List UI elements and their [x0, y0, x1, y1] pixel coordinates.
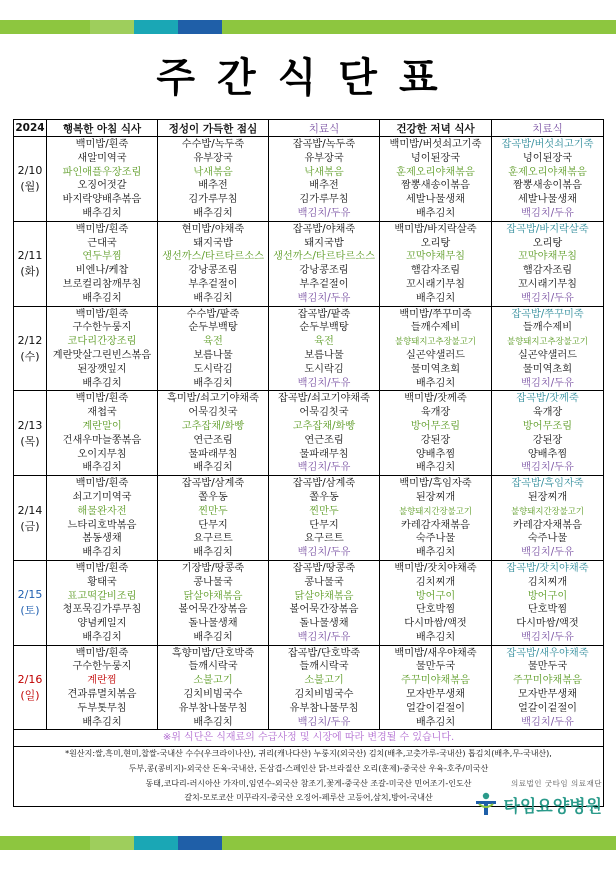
menu-item: 실곤약샐러드: [405, 349, 466, 361]
menu-item: 들깨시락국: [188, 661, 238, 673]
menu-item: 불향돼지고추장불고기: [507, 336, 588, 347]
menu-item: 김가루무침: [299, 194, 349, 206]
menu-item: 양념케일지: [77, 618, 127, 630]
meal-cell-therapy-lunch: [269, 560, 380, 645]
menu-item: 물미역초회: [410, 363, 461, 375]
menu-item: 생선까스/타르타르소스: [273, 251, 375, 263]
meal-cell-breakfast: [47, 476, 158, 561]
menu-item: 잡곡밥/흑임자죽: [511, 478, 584, 490]
menu-item: 볼어묵간장볶음: [289, 604, 359, 616]
menu-item: 백김치/두유: [297, 716, 351, 728]
meal-cell-dinner: [380, 137, 492, 222]
menu-item: 낙새볶음: [304, 166, 344, 178]
menu-item: 돌나물생채: [299, 618, 349, 630]
menu-item: 유부장국: [193, 152, 233, 164]
menu-item: 들깨수제비: [410, 322, 461, 334]
day-date-cell: [14, 560, 47, 645]
menu-item: 물만두국: [527, 661, 568, 673]
menu-item: 어묵김칫국: [299, 407, 349, 419]
menu-item: 다시마쌈/액젓: [404, 618, 467, 630]
menu-item: 요구르트: [304, 533, 344, 545]
menu-item: 배추김치: [415, 377, 456, 389]
meal-cell-therapy-dinner: [492, 476, 604, 561]
day-weekday: (목): [20, 434, 40, 448]
menu-item: 육전: [203, 336, 223, 348]
menu-day-row: [14, 137, 604, 222]
day-date: 2/13: [17, 418, 43, 432]
menu-item: 돼지국밥: [304, 237, 344, 249]
menu-item: 육개장: [532, 407, 563, 419]
menu-item: 유부장국: [304, 152, 344, 164]
menu-item: 백미밥/흰죽: [75, 562, 129, 574]
menu-item: 단무지: [198, 519, 228, 531]
menu-item: 백미밥/흰죽: [75, 223, 129, 235]
menu-item: 구수한누룽지: [72, 661, 132, 673]
day-weekday: (토): [20, 604, 40, 618]
menu-item: 양배추찜: [415, 448, 456, 460]
menu-item: 백김치/두유: [297, 547, 351, 559]
menu-item: 주꾸미야채볶음: [513, 675, 582, 687]
menu-item: 연근조림: [193, 434, 233, 446]
menu-item: 잡곡밥/잣치야채죽: [506, 562, 589, 574]
menu-item: 방어무조림: [522, 420, 573, 432]
meal-cell-dinner: [380, 391, 492, 476]
page-title: 주간식단표: [156, 55, 460, 101]
meal-cell-therapy-dinner: [492, 137, 604, 222]
bottom-color-stripe: [0, 836, 616, 850]
menu-item: 소불고기: [304, 675, 344, 687]
menu-item: 넝이된장국: [410, 152, 461, 164]
menu-day-row: [14, 645, 604, 730]
menu-item: 계란말이: [82, 420, 122, 432]
weekly-menu-table: [13, 119, 604, 807]
menu-item: 카레감자채볶음: [401, 519, 470, 531]
menu-item: 모자반무생채: [405, 689, 466, 701]
menu-item: 백김치/두유: [521, 207, 574, 219]
day-weekday: (화): [20, 265, 40, 279]
menu-item: 찐만두: [198, 505, 228, 517]
meal-cell-lunch: [158, 306, 269, 391]
meal-cell-dinner: [380, 645, 492, 730]
menu-item: 유부참나물무침: [289, 702, 359, 714]
menu-item: 물미역초회: [522, 363, 573, 375]
header-row: [14, 120, 604, 137]
menu-item: 배추김치: [415, 462, 456, 474]
menu-item: 비엔나/케찹: [75, 265, 129, 277]
meal-cell-therapy-lunch: [269, 391, 380, 476]
day-date: 2/15: [17, 588, 43, 602]
menu-item: 단무지: [309, 519, 339, 531]
menu-item: 찐만두: [309, 505, 339, 517]
day-weekday: (금): [20, 519, 40, 533]
day-date-cell: [14, 391, 47, 476]
menu-item: 콩나물국: [193, 576, 233, 588]
menu-item: 김치비빔국수: [183, 689, 243, 701]
menu-item: 닭살야채볶음: [183, 590, 243, 602]
menu-item: 꼬막야채무침: [405, 251, 466, 263]
menu-item: 불향돼지간장불고기: [399, 505, 472, 516]
menu-item: 고추잡채/화빵: [292, 420, 356, 432]
menu-day-row: [14, 560, 604, 645]
menu-item: 백김치/두유: [297, 207, 351, 219]
menu-item: 잡곡밥/버섯쇠고기죽: [501, 139, 594, 150]
menu-item: 배추김치: [82, 377, 122, 389]
menu-item: 백미밥/잣께죽: [404, 393, 467, 405]
menu-item: 배추김치: [193, 631, 233, 643]
menu-item: 근대국: [87, 237, 117, 249]
menu-item: 짬뽕새송이볶음: [513, 180, 582, 192]
menu-item: 배추김치: [82, 631, 122, 643]
menu-item: 백김치/두유: [521, 292, 574, 304]
menu-item: 백미밥/흰죽: [75, 478, 129, 490]
menu-item: 강된장: [532, 434, 563, 446]
top-color-stripe: [0, 20, 616, 34]
menu-item: 느타리호박볶음: [67, 519, 137, 531]
menu-item: 훈제오리야채볶음: [508, 166, 587, 178]
header-lunch: 정성이 가득한 점심: [158, 120, 269, 137]
menu-item: 육전: [314, 336, 334, 348]
menu-item: 오리탕: [420, 237, 451, 249]
menu-item: 콩나물국: [304, 576, 344, 588]
menu-item: 배추김치: [415, 631, 456, 643]
menu-day-row: [14, 221, 604, 306]
menu-item: 돼지국밥: [193, 237, 233, 249]
menu-item: 백김치/두유: [521, 547, 574, 559]
menu-item: 된장깻잎지: [77, 363, 127, 375]
menu-item: 고추잡채/화빵: [181, 420, 245, 432]
menu-item: 물만두국: [415, 661, 456, 673]
menu-item: 계란맛살그린빈스볶음: [52, 349, 152, 361]
menu-item: 카레감자채볶음: [513, 519, 582, 531]
meal-cell-lunch: [158, 476, 269, 561]
menu-item: 어묵김칫국: [188, 407, 238, 419]
notice-cell: [14, 730, 604, 747]
menu-item: 잡곡밥/녹두죽: [292, 139, 356, 150]
menu-item: 도시락김: [304, 363, 344, 375]
menu-item: 배추김치: [415, 547, 456, 559]
menu-item: 새알미역국: [77, 152, 127, 164]
menu-item: 재첩국: [87, 407, 117, 419]
menu-item: 단호박찜: [415, 604, 456, 616]
origin-line: 동태,코다리-러시아산 가자미,임연수-외국산 참조기,꽃게-중국산 조갈-미국산 민어조기-인도산: [145, 778, 472, 788]
day-date-cell: [14, 137, 47, 222]
menu-item: 백김치/두유: [297, 377, 351, 389]
menu-item: 숙주나물: [527, 533, 568, 545]
menu-item: 양배추찜: [527, 448, 568, 460]
notice-text: ※위 식단은 식재료의 수급사정 및 시장에 따라 변경될 수 있습니다.: [162, 732, 455, 744]
day-date: 2/16: [17, 673, 43, 687]
menu-item: 꼬막야채무침: [517, 251, 578, 263]
menu-item: 단호박찜: [527, 604, 568, 616]
meal-cell-dinner: [380, 306, 492, 391]
meal-cell-dinner: [380, 560, 492, 645]
meal-cell-therapy-dinner: [492, 306, 604, 391]
header-breakfast: 행복한 아침 식사: [47, 120, 158, 137]
menu-item: 얼갈이겉절이: [517, 702, 578, 714]
menu-item: 방어무조림: [410, 420, 461, 432]
menu-item: 불향돼지고추장불고기: [395, 336, 476, 347]
menu-item: 배추김치: [415, 207, 456, 219]
day-date: 2/12: [17, 333, 43, 347]
menu-item: 들깨시락국: [299, 661, 349, 673]
menu-item: 배추전: [198, 180, 228, 192]
origin-line: *원산지:쌀,흑미,현미,찹쌀-국내산 수수(우크라이나산), 귀리(캐나다산) 누룽지(외국산) 김치(배추,고춧가루-국내산) 톱김치(배추,무-국내산),: [65, 749, 552, 759]
menu-item: 볼어묵간장볶음: [178, 604, 248, 616]
menu-item: 백미밥/흰죽: [75, 139, 129, 150]
menu-item: 연근조림: [304, 434, 344, 446]
menu-item: 백김치/두유: [521, 716, 574, 728]
menu-item: 잡곡밥/쇠고기야채죽: [277, 393, 370, 405]
menu-item: 백미밥/흰죽: [75, 647, 129, 659]
menu-item: 잡곡밥/새우야채죽: [506, 647, 589, 659]
menu-item: 백미밥/바지락살죽: [394, 223, 477, 235]
meal-cell-dinner: [380, 221, 492, 306]
meal-cell-therapy-dinner: [492, 221, 604, 306]
menu-item: 부추겉절이: [299, 278, 349, 290]
menu-item: 해물완자전: [77, 505, 127, 517]
menu-item: 흑미밥/쇠고기야채죽: [166, 393, 259, 405]
menu-item: 짬뽕새송이볶음: [401, 180, 470, 192]
menu-item: 배추김치: [193, 462, 233, 474]
menu-item: 오이지무침: [77, 448, 127, 460]
day-weekday: (월): [20, 180, 40, 194]
menu-item: 강낭콩조림: [299, 265, 349, 277]
day-date-cell: [14, 221, 47, 306]
menu-item: 쫄우동: [309, 491, 339, 503]
menu-body: [14, 137, 604, 730]
menu-item: 돌나물생채: [188, 618, 238, 630]
menu-item: 잡곡밥/쭈꾸미죽: [511, 308, 584, 320]
day-date: 2/14: [17, 503, 43, 517]
menu-item: 김치비빔국수: [294, 689, 354, 701]
menu-item: 백김치/두유: [521, 462, 574, 474]
meal-cell-breakfast: [47, 137, 158, 222]
menu-item: 요구르트: [193, 533, 233, 545]
menu-item: 현미밥/야채죽: [181, 223, 245, 235]
menu-item: 백김치/두유: [297, 462, 351, 474]
meal-cell-therapy-dinner: [492, 645, 604, 730]
menu-item: 순두부백탕: [188, 322, 238, 334]
meal-cell-breakfast: [47, 306, 158, 391]
day-date-cell: [14, 476, 47, 561]
menu-item: 잡곡밥/잣께죽: [516, 393, 579, 405]
menu-item: 보름나물: [304, 349, 344, 361]
menu-item: 꼬시래기무침: [517, 278, 578, 290]
menu-item: 얼갈이겉절이: [405, 702, 466, 714]
day-date-cell: [14, 306, 47, 391]
menu-item: 보름나물: [193, 349, 233, 361]
header-year: 2024: [14, 120, 47, 137]
menu-item: 계란찜: [87, 675, 117, 687]
menu-item: 봄동생채: [82, 533, 122, 545]
meal-cell-breakfast: [47, 645, 158, 730]
menu-item: 배추김치: [82, 292, 122, 304]
day-weekday: (수): [20, 349, 40, 363]
menu-item: 잡곡밥/땅콩죽: [292, 562, 356, 574]
meal-cell-breakfast: [47, 560, 158, 645]
hospital-brand: [473, 778, 602, 817]
menu-item: 백미밥/잣치야채죽: [394, 562, 477, 574]
menu-item: 잡곡밥/삼계죽: [292, 478, 356, 490]
menu-item: 세발나물생채: [517, 194, 578, 206]
menu-item: 배추김치: [415, 292, 456, 304]
menu-item: 청포묵김가루무침: [62, 604, 142, 616]
menu-item: 넝이된장국: [522, 152, 573, 164]
menu-item: 황태국: [87, 576, 117, 588]
meal-cell-therapy-lunch: [269, 645, 380, 730]
menu-item: 잡곡밥/야채죽: [292, 223, 356, 235]
cross-person-logo-icon: [473, 791, 499, 817]
menu-item: 배추김치: [193, 377, 233, 389]
menu-item: 김치찌개: [527, 576, 568, 588]
meal-cell-breakfast: [47, 221, 158, 306]
meal-cell-therapy-lunch: [269, 476, 380, 561]
meal-cell-therapy-lunch: [269, 137, 380, 222]
menu-item: 배추김치: [193, 292, 233, 304]
menu-item: 수수밥/팥죽: [186, 308, 240, 320]
menu-item: 강낭콩조림: [188, 265, 238, 277]
menu-item: 백김치/두유: [297, 292, 351, 304]
menu-item: 기장밥/땅콩죽: [181, 562, 245, 574]
brand-subtitle: 의료법인 굿타임 의료재단: [511, 779, 602, 788]
header-therapy-dinner: 치료식: [492, 120, 604, 137]
menu-item: 불향돼지간장불고기: [511, 505, 584, 516]
menu-item: 쇠고기미역국: [72, 491, 132, 503]
menu-item: 잡곡밥/삼계죽: [181, 478, 245, 490]
menu-item: 배추김치: [415, 716, 456, 728]
menu-item: 배추김치: [193, 547, 233, 559]
menu-item: 김가루무침: [188, 194, 238, 206]
menu-item: 백미밥/새우야채죽: [394, 647, 477, 659]
menu-day-row: [14, 391, 604, 476]
menu-item: 모자반무생채: [517, 689, 578, 701]
menu-item: 소불고기: [193, 675, 233, 687]
menu-item: 세발나물생채: [405, 194, 466, 206]
menu-day-row: [14, 306, 604, 391]
header-therapy-lunch: 치료식: [269, 120, 380, 137]
menu-item: 쫄우동: [198, 491, 228, 503]
menu-item: 된장찌개: [415, 491, 456, 503]
menu-item: 배추김치: [82, 462, 122, 474]
menu-item: 백미밥/흰죽: [75, 393, 129, 405]
menu-item: 흑향미밥/단호박죽: [171, 647, 255, 659]
menu-item: 파인애플우장조림: [62, 166, 142, 178]
menu-item: 부추겉절이: [188, 278, 238, 290]
menu-item: 배추전: [309, 180, 339, 192]
meal-cell-dinner: [380, 476, 492, 561]
menu-item: 오징어젓갈: [77, 180, 127, 192]
origin-line: 갈치-모로코산 미꾸라지-중국산 오징어-페루산 고등어,삼치,방어-국내산: [184, 793, 433, 803]
meal-cell-therapy-dinner: [492, 391, 604, 476]
notice-row: [14, 730, 604, 747]
day-weekday: (일): [20, 689, 40, 703]
menu-item: 생선까스/타르타르소스: [162, 251, 264, 263]
menu-item: 김치찌개: [415, 576, 456, 588]
meal-cell-lunch: [158, 137, 269, 222]
menu-item: 주꾸미야채볶음: [401, 675, 470, 687]
day-date-cell: [14, 645, 47, 730]
menu-item: 잡곡밥/단호박죽: [287, 647, 361, 659]
meal-cell-therapy-lunch: [269, 221, 380, 306]
meal-cell-breakfast: [47, 391, 158, 476]
menu-item: 유부참나물무침: [178, 702, 248, 714]
meal-cell-lunch: [158, 645, 269, 730]
menu-item: 닭살야채볶음: [294, 590, 354, 602]
menu-item: 바지락양배추볶음: [62, 194, 142, 206]
menu-item: 백미밥/흑임자죽: [399, 478, 472, 490]
menu-item: 표고떡갈비조림: [67, 590, 137, 602]
menu-item: 백김치/두유: [521, 377, 574, 389]
menu-item: 실곤약샐러드: [517, 349, 578, 361]
menu-item: 배추김치: [82, 547, 122, 559]
origin-line: 두부,콩(콩비지)-외국산 돈육-국내산, 돈삼겹-스페인산 닭-브라질산 오리(훈제)-중국산 우육-호주/미국산: [128, 764, 489, 774]
menu-item: 육개장: [420, 407, 451, 419]
menu-item: 브로컬리참깨무침: [62, 278, 142, 290]
menu-item: 햄감자조림: [410, 265, 461, 277]
menu-item: 배추김치: [82, 716, 122, 728]
menu-item: 배추김치: [82, 207, 122, 219]
menu-item: 잡곡밥/바지락살죽: [506, 223, 589, 235]
menu-item: 다시마쌈/액젓: [516, 618, 579, 630]
menu-item: 낙새볶음: [193, 166, 233, 178]
menu-item: 방어구이: [527, 590, 568, 602]
menu-item: 강된장: [420, 434, 451, 446]
menu-item: 들깨수제비: [522, 322, 573, 334]
header-dinner: 건강한 저녁 식사: [380, 120, 492, 137]
menu-item: 견과류멸치볶음: [67, 689, 137, 701]
menu-item: 건새우마늘쫑볶음: [62, 434, 142, 446]
menu-item: 배추김치: [193, 716, 233, 728]
menu-item: 물파래무침: [188, 448, 238, 460]
meal-cell-lunch: [158, 560, 269, 645]
menu-item: 백미밥/버섯쇠고기죽: [389, 139, 482, 150]
meal-cell-lunch: [158, 391, 269, 476]
meal-cell-lunch: [158, 221, 269, 306]
brand-name: 타임요양병원: [503, 796, 602, 817]
menu-item: 코다리간장조림: [67, 336, 137, 348]
day-date: 2/11: [17, 249, 43, 263]
menu-item: 백미밥/쭈꾸미죽: [399, 308, 472, 320]
meal-cell-therapy-dinner: [492, 560, 604, 645]
menu-item: 훈제오리야채볶음: [396, 166, 475, 178]
menu-item: 꼬시래기무침: [405, 278, 466, 290]
menu-item: 도시락김: [193, 363, 233, 375]
menu-item: 구수한누룽지: [72, 322, 132, 334]
menu-item: 방어구이: [415, 590, 456, 602]
menu-item: 된장찌개: [527, 491, 568, 503]
menu-item: 수수밥/녹두죽: [181, 139, 245, 150]
meal-cell-therapy-lunch: [269, 306, 380, 391]
menu-item: 연두부찜: [82, 251, 122, 263]
menu-item: 백김치/두유: [297, 631, 351, 643]
menu-item: 순두부백탕: [299, 322, 349, 334]
menu-item: 백미밥/흰죽: [75, 308, 129, 320]
menu-item: 배추김치: [193, 207, 233, 219]
menu-item: 햄감자조림: [522, 265, 573, 277]
menu-item: 백김치/두유: [521, 631, 574, 643]
menu-item: 숙주나물: [415, 533, 456, 545]
menu-item: 잡곡밥/팥죽: [297, 308, 351, 320]
menu-item: 물파래무침: [299, 448, 349, 460]
menu-day-row: [14, 476, 604, 561]
menu-item: 오리탕: [532, 237, 563, 249]
day-date: 2/10: [17, 164, 43, 178]
menu-item: 두부톳무침: [77, 702, 127, 714]
